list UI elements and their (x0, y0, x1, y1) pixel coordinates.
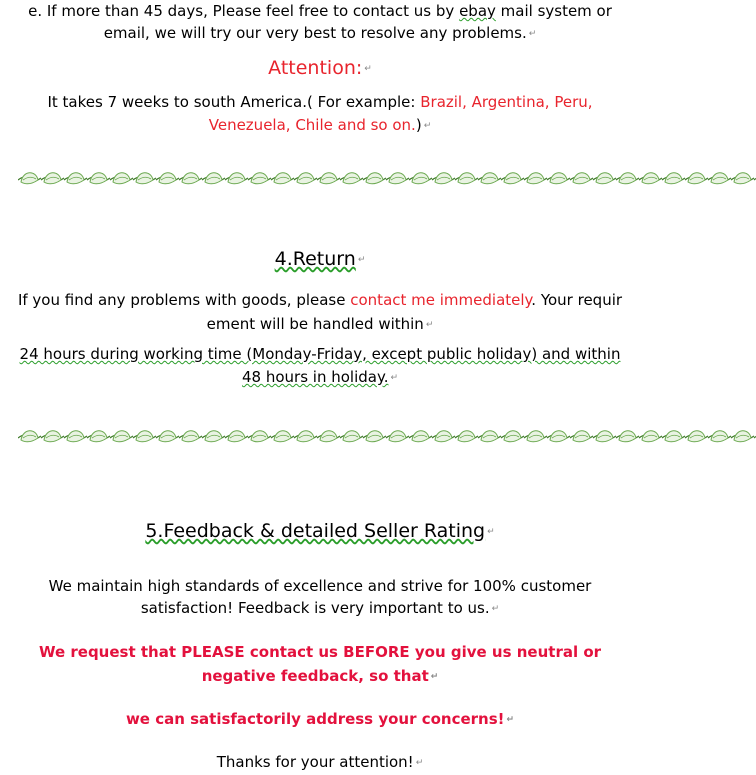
text-segment: e. If more than 45 days, Please feel free to contact us by (28, 2, 460, 20)
paragraph-mark-icon: ↵ (491, 603, 500, 614)
feedback-p1-line-2 (0, 597, 640, 620)
leaf-vine-icon (18, 166, 756, 190)
section-e-line-2 (0, 22, 640, 45)
return-heading (0, 248, 640, 271)
text-segment: satisfaction! Feedback is very important to us. (140, 599, 490, 617)
paragraph-mark-icon: ↵ (487, 526, 495, 537)
return-line-1 (0, 289, 640, 311)
paragraph-mark-icon: ↵ (430, 671, 439, 682)
feedback-request-line-2 (0, 665, 640, 688)
return-line-2 (0, 313, 640, 336)
paragraph-mark-icon: ↵ (506, 714, 515, 725)
text-segment: mail system or (495, 2, 612, 20)
feedback-request-line-3 (0, 708, 640, 731)
contact-me-text: contact me immediately (350, 291, 532, 309)
countries-text: Venezuela, Chile and so on. (208, 116, 416, 134)
text-segment: we can satisfactorily address your concerns! (125, 710, 505, 728)
attention-line-1 (0, 91, 640, 113)
thanks-line (0, 751, 640, 774)
countries-text: Brazil, Argentina, Peru, (420, 93, 593, 111)
paragraph-mark-icon: ↵ (528, 28, 537, 39)
feedback-p1-line-1 (0, 575, 640, 597)
section-e-line-1 (0, 0, 640, 22)
leaf-border-divider (18, 424, 756, 448)
feedback-title: 5.Feedback & detailed Seller Rating (145, 520, 486, 542)
text-segment: ement will be handled within (206, 315, 424, 333)
paragraph-mark-icon: ↵ (423, 120, 432, 131)
text-segment: 48 hours in holiday. (241, 368, 389, 386)
paragraph-mark-icon: ↵ (357, 254, 366, 265)
feedback-request-line-1 (0, 641, 640, 663)
leaf-vine-icon (18, 424, 756, 448)
paragraph-mark-icon: ↵ (364, 63, 372, 74)
attention-title: Attention: (268, 57, 363, 79)
text-segment: If you find any problems with goods, please (17, 291, 351, 309)
text-segment: It takes 7 weeks to south America.( For example: (47, 93, 421, 111)
text-segment: We maintain high standards of excellence and strive for 100% customer (48, 577, 592, 595)
leaf-border-divider (18, 166, 756, 190)
attention-heading (0, 57, 640, 80)
text-segment: We request that PLEASE contact us BEFORE you give us neutral or (38, 643, 602, 661)
paragraph-mark-icon: ↵ (390, 372, 399, 383)
text-segment: 24 hours during working time (Monday-Friday, except public holiday) and within (19, 345, 621, 363)
feedback-heading (0, 520, 640, 543)
text-segment: negative feedback, so that (201, 667, 429, 685)
return-line-4 (0, 366, 640, 389)
return-title: 4.Return (274, 248, 356, 270)
paragraph-mark-icon: ↵ (425, 319, 434, 330)
ebay-word: ebay (459, 2, 496, 20)
return-line-3 (0, 343, 640, 365)
text-segment: Thanks for your attention! (216, 753, 414, 771)
attention-line-2 (0, 114, 640, 137)
text-segment: ) (415, 116, 422, 134)
text-segment: email, we will try our very best to resolve any problems. (103, 24, 527, 42)
text-segment: . Your requir (531, 291, 623, 309)
paragraph-mark-icon: ↵ (415, 757, 424, 768)
